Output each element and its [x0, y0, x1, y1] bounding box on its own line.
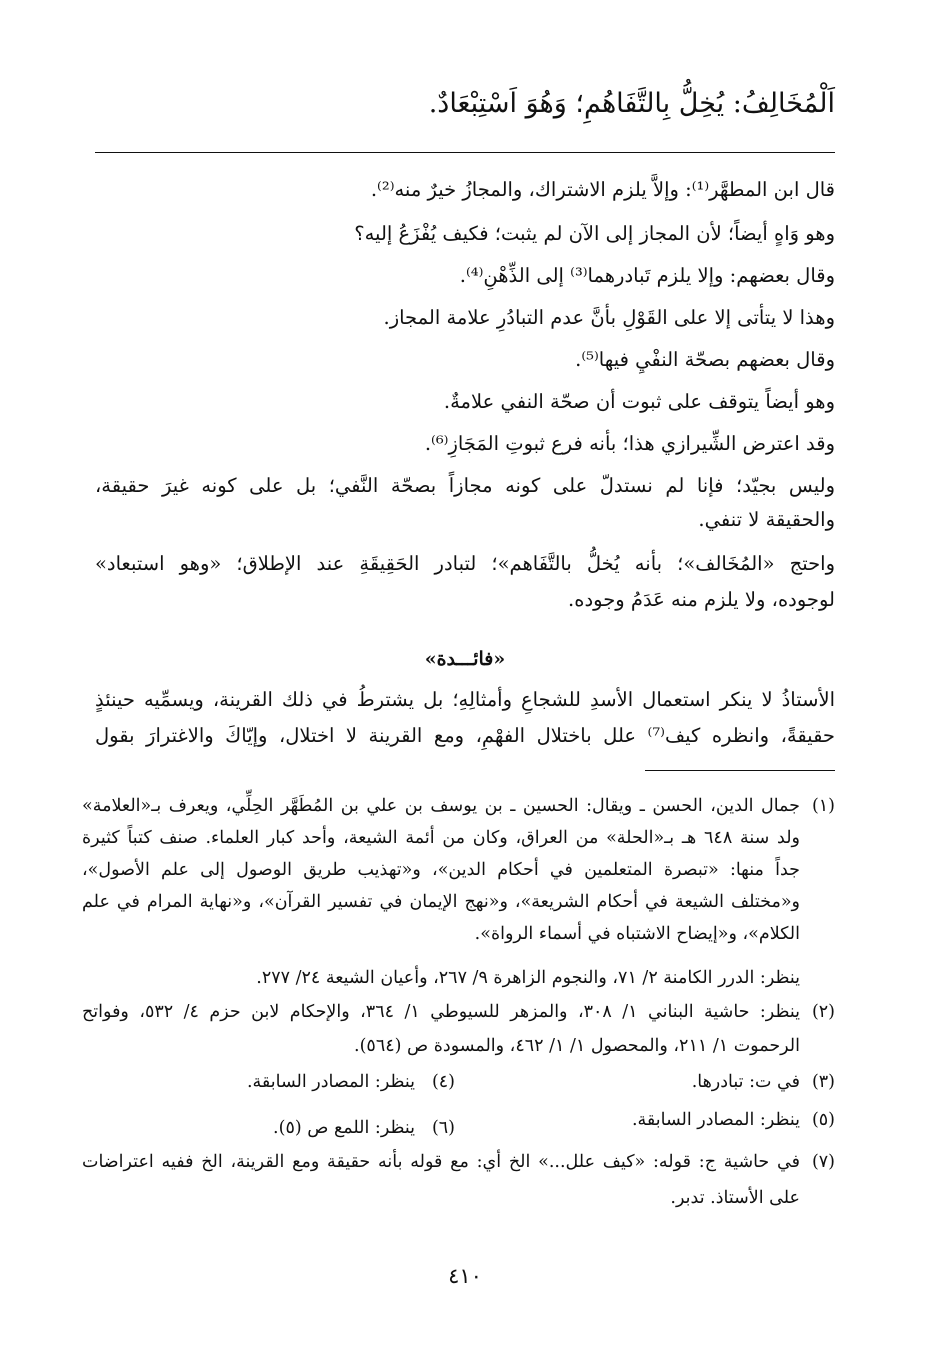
footnote-line: ولد سنة ٦٤٨ هـ بـ«الحلة» من العراق، وكان من أئمة الشيعة، وأحد كبار العلماء. صنف كتباً كثيرة — [82, 828, 801, 848]
footnote-line: و«مختلف الشيعة في أحكام الشريعة»، و«نهج الإيمان في تفسير القرآن»، و«نهاية المرام في علم — [82, 892, 800, 912]
footnote-line: الكلام»، و«إيضاح الاشتباه في أسماء الرواة». — [474, 924, 800, 944]
body-line: لوجوده، ولا يلزم منه عَدَمُ وجوده. — [568, 588, 835, 611]
body-line: الأستاذُ لا ينكر استعمال الأسدِ للشجاعِ وأمثالِهِ؛ بل يشترطُ في ذلك القرينة، ويسمِّيه حينئذٍ — [95, 688, 835, 711]
body-line: والحقيقة لا تنفي. — [698, 508, 835, 531]
footnote-number: (٣) — [811, 1072, 835, 1092]
footnote-text: في ت: تبادرها. — [691, 1072, 800, 1092]
body-line: وقال بعضهم بصحّة النفْيِ فيها⁽⁵⁾. — [575, 348, 835, 371]
footnote-number: (٥) — [811, 1110, 835, 1130]
footnote-text: ينظر: اللمع ص (٥). — [273, 1118, 415, 1138]
body-line: وليس بجيّد؛ فإنا لم نستدلّ على كونه مجازاً بصحّة النَّفي؛ بل على كونه غيرَ حقيقة، — [95, 474, 835, 497]
footnote-number: (٦) — [431, 1118, 455, 1138]
footnote-line: في حاشية ج: قوله: «كيف علل...» الخ أي: مع قوله بأنه حقيقة ومع القرينة، الخ ففيه اعتراضات — [82, 1152, 800, 1172]
body-line: وهو وَاهٍ أيضاً؛ لأن المجاز إلى الآن لم يثبت؛ فكيف يُفْزَعُ إليه؟ — [354, 222, 835, 245]
footnote-divider — [645, 770, 835, 771]
body-line: واحتج «المُخَالف»؛ بأنه يُخلُّ بالتَّفَاهم»؛ لتبادر الحَقِيقَةِ عند الإطلاق؛ «وهو استبعاد» — [95, 552, 835, 575]
footnote-text: ينظر: المصادر السابقة. — [631, 1110, 800, 1130]
footnote-number: (١) — [811, 796, 835, 816]
footnote-line: ينظر: الدرر الكامنة ٢/ ٧١، والنجوم الزاهرة ٩/ ٢٦٧، وأعيان الشيعة ٢٤/ ٢٧٧. — [256, 968, 800, 988]
footnote-line: جداً منها: «تبصرة المتعلمين في أحكام الدين»، و«تهذيب طريق الوصول إلى علم الأصول»، — [82, 860, 800, 880]
body-line: وقد اعترض الشِّيرازي هذا؛ بأنه فرع ثبوتِ المَجَازِ⁽⁶⁾. — [424, 432, 835, 455]
body-line: حقيقةً، وانظره كيف⁽⁷⁾ علل باختلال الفهْمِ، ومع القرينة لا اختلال، وإيّاكَ والاغترارَ بقول — [95, 724, 835, 747]
header-divider — [95, 152, 835, 153]
body-line: وهذا لا يتأتى إلا على القَوْلِ بأنَّ عدم التبادُرِ علامة المجاز. — [383, 306, 835, 329]
footnote-number: (٢) — [811, 1002, 835, 1022]
footnote-text: ينظر: المصادر السابقة. — [246, 1072, 415, 1092]
footnote-line: ينظر: حاشية البناني ١/ ٣٠٨، والمزهر للسيوطي ١/ ٣٦٤، والإحكام لابن حزم ٤/ ٥٣٢، وفواتح — [82, 1002, 800, 1022]
body-line: وقال بعضهم: وإلا يلزم تَبادرهما⁽³⁾ إلى الذِّهْنِ⁽⁴⁾. — [459, 264, 835, 287]
footnote-number: (٧) — [811, 1152, 835, 1172]
footnote-line: الرحموت ١/ ٢١١، والمحصول ١/ ١/ ٤٦٢، والمسودة ص (٥٦٤). — [354, 1036, 800, 1056]
page-header: اَلْمُخَالِفُ: يُخِلُّ بِالتَّفَاهُمِ؛ وَهُوَ اَسْتِبْعَادٌ. — [428, 88, 835, 119]
page-number: ٤١٠ — [448, 1264, 482, 1288]
footnote-line: على الأستاذ. تدبر. — [670, 1188, 800, 1208]
body-line: وهو أيضاً يتوقف على ثبوت أن صحّة النفي علامةٌ. — [443, 390, 835, 413]
section-title: «فائـــدة» — [424, 648, 506, 670]
body-line: قال ابن المطهَّر⁽¹⁾: وإلاَّ يلزم الاشتراك، والمجازُ خيرٌ منه⁽²⁾. — [370, 178, 835, 201]
footnote-line: جمال الدين، الحسن ـ ويقال: الحسين ـ بن يوسف بن علي بن المُطَهَّر الحِلِّي، ويعرف بـ«العلامة» — [82, 796, 800, 816]
footnote-number: (٤) — [431, 1072, 455, 1092]
